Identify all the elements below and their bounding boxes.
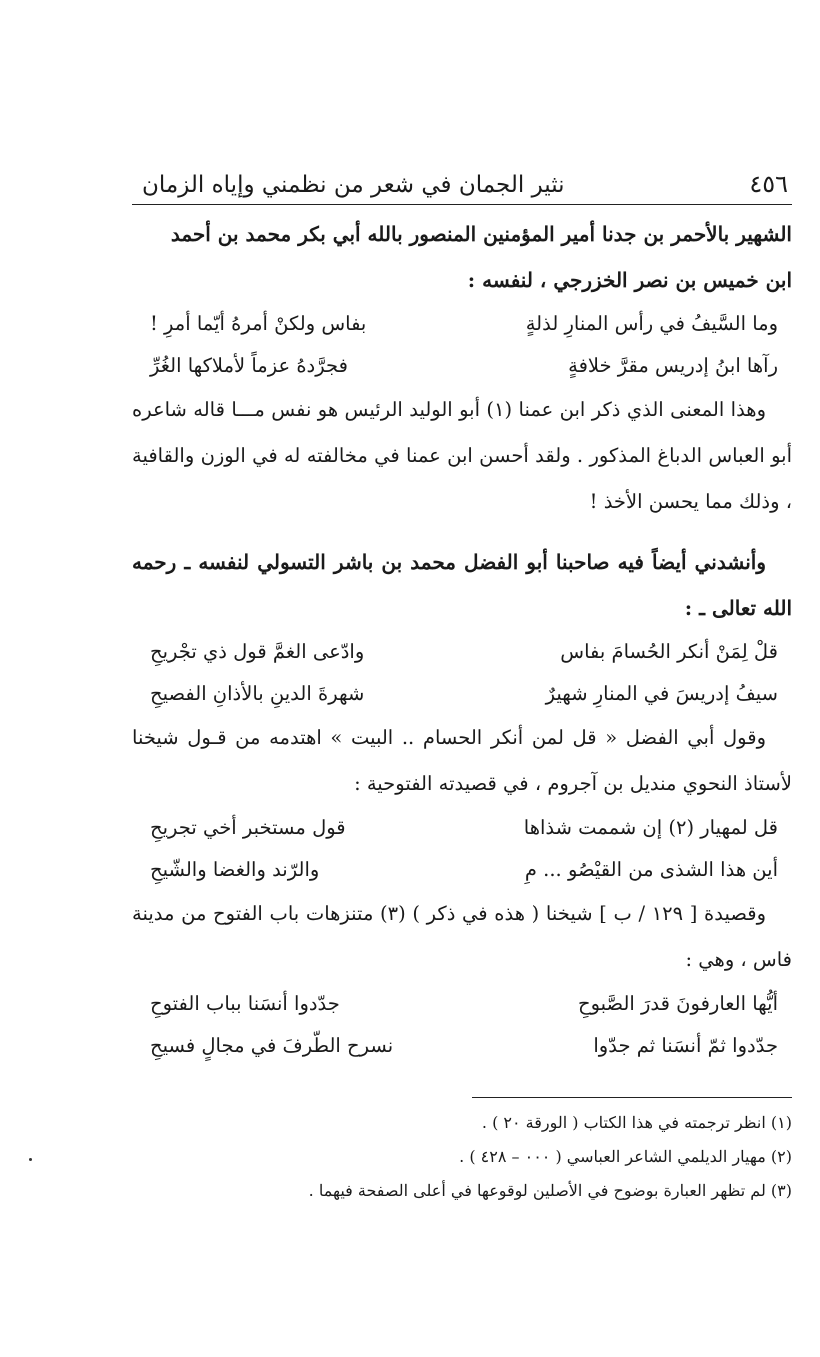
footnote-divider [472, 1097, 792, 1098]
paragraph: وقصيدة [ ١٢٩ / ب ] شيخنا ( هذه في ذكر ) (٣) متنزهات باب الفتوح من مدينة فاس ، وهي : [132, 902, 792, 971]
verse-line [132, 673, 792, 715]
verse-line [132, 345, 792, 387]
verse-first-hemistich: سيفُ إدريسَ في المنارِ شهيرٌ [545, 682, 778, 705]
verse-first-hemistich: جدّدوا ثمّ أنسَنا ثم جدّوا [593, 1034, 778, 1057]
verse-line [132, 1025, 792, 1067]
footnote: (٣) لم تظهر العبارة بوضوح في الأصلين لوقوعها في أعلى الصفحة فيهما . [308, 1181, 792, 1200]
verse-first-hemistich: رآها ابنُ إدريس مقرَّ خلافةٍ [568, 354, 778, 377]
verse-line [132, 983, 792, 1025]
verse-first-hemistich: قلْ لِمَنْ أنكر الحُسامَ بفاس [560, 640, 778, 663]
verse-line [132, 849, 792, 891]
verse-second-hemistich: بفاس ولكنْ أمرهُ أيّما أمرِ ! [150, 312, 367, 335]
scan-speck [29, 1158, 32, 1161]
verse-first-hemistich: وما السَّيفُ في رأس المنارِ لذلةٍ [525, 312, 778, 335]
paragraph: وهذا المعنى الذي ذكر ابن عمنا (١) أبو الوليد الرئيس هو نفس مـــا قاله شاعره أبو العباس الدباغ المذكور . ولقد أحسن ابن عمنا في مخالفته له في الوزن والقافية ، وذلك مما يحسن الأخذ ! [132, 398, 792, 513]
verse-first-hemistich: أين هذا الشذى من القيْصُو ... مِ [524, 858, 778, 881]
footnote: (٢) مهيار الديلمي الشاعر العباسي ( ٠٠٠ – ٤٢٨ ) . [459, 1147, 792, 1166]
paragraph: وقول أبي الفضل « قل لمن أنكر الحسام .. البيت » اهتدمه من قـول شيخنا لأستاذ النحوي منديل بن آجروم ، في قصيدته الفتوحية : [132, 726, 792, 795]
verse-second-hemistich: شهرةَ الدينِ بالأذانِ الفصيحِ [150, 682, 365, 705]
intro-line-2: ابن خميس بن نصر الخزرجي ، لنفسه : [467, 268, 792, 292]
running-title: نثير الجمان في شعر من نظمني وإياه الزمان [142, 172, 565, 198]
book-page [132, 170, 792, 1208]
verse-second-hemistich: والرّند والغضا والشّيحِ [150, 858, 320, 881]
verse-line [132, 807, 792, 849]
verse-line [132, 631, 792, 673]
verse-first-hemistich: قل لمهيار (٢) إن شممت شذاها [523, 816, 778, 839]
verse-second-hemistich: نسرح الطّرفَ في مجالٍ فسيحِ [150, 1034, 394, 1057]
verse-first-hemistich: أيُّها العارفونَ قدرَ الصَّبوحِ [578, 992, 778, 1015]
verse-second-hemistich: جدّدوا أنسَنا بباب الفتوحِ [150, 992, 340, 1015]
verse-line [132, 303, 792, 345]
page-number: ٤٥٦ [749, 170, 788, 198]
verse-second-hemistich: قول مستخبر أخي تجريحِ [150, 816, 346, 839]
page-header [132, 170, 792, 205]
verse-second-hemistich: فجرَّدهُ عزماً لأملاكها الغُرِّ [150, 354, 348, 377]
intro-paragraph: وأنشدني أيضاً فيه صاحبنا أبو الفضل محمد بن باشر التسولي لنفسه ـ رحمه الله تعالى ـ : [132, 550, 792, 620]
verse-second-hemistich: وادّعى الغمَّ قول ذي تجْريحِ [150, 640, 365, 663]
intro-line-1: الشهير بالأحمر بن جدنا أمير المؤمنين المنصور بالله أبي بكر محمد بن أحمد [170, 222, 792, 246]
footnote: (١) انظر ترجمته في هذا الكتاب ( الورقة ٢٠ ) . [481, 1113, 792, 1132]
